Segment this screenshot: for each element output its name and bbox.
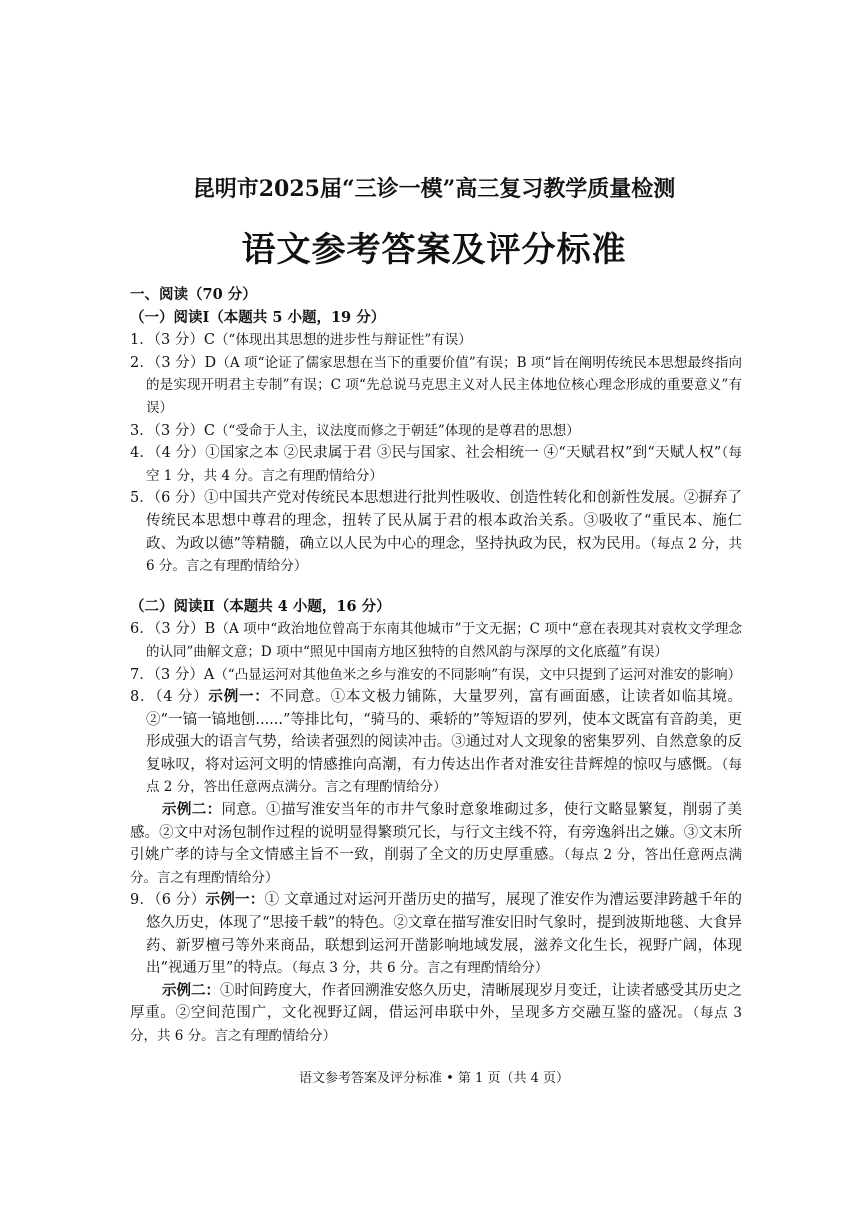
- question-2: 2．（3 分）D（A 项“论证了儒家思想在当下的重要价值”有误；B 项“旨在阐明传统民本思想最终指向的是实现开明君主专制”有误；C 项“先总说马克思主义对人民主体地位核心理念形成的重要意义”有误）: [130, 354, 742, 416]
- question-8: 8．（4 分）示例一：不同意。①本文极力铺陈，大量罗列，富有画面感，让读者如临其境。②“一镐一镐地刨......”等排比句，“骑马的、乘轿的”等短语的罗列，使本文既富有音韵美，更形成强大的语言气势，给读者强烈的阅读冲击。③通过对人文现象的密集罗列、自然意象的反复咏叹，将对运河文明的情感推向高潮，有力传达出作者对淮安往昔辉煌的惊叹与感慨。（每点 2 分，答出任意两点满分。言之有理酌情给分）: [130, 688, 743, 796]
- part-heading-1: （一）阅读Ⅰ（本题共 5 小题，19 分）: [130, 308, 386, 326]
- question-3: 3．（3 分）C（“受命于人主，议法度而修之于朝廷”体现的是尊君的思想）: [130, 422, 580, 439]
- question-4: 4．（4 分）①国家之本 ②民隶属于君 ③民与国家、社会相统一 ④“天赋君权”到“天赋人权”（每空 1 分，共 4 分。言之有理酌情给分）: [130, 445, 743, 484]
- spacer: [130, 578, 742, 596]
- answer-body: [130, 284, 742, 1048]
- question-8-example-2: 示例二：同意。①描写淮安当年的市井气象时意象堆砌过多，使行文略显繁复，削弱了美感。②文中对汤包制作过程的说明显得繁琐冗长，与行文主线不符，有旁逸斜出之嫌。③文末所引姚广孝的诗与全文情感主旨不一致，削弱了全文的历史厚重感。（每点 2 分，答出任意两点满分。言之有理酌情给分）: [130, 801, 743, 886]
- question-1: 1．（3 分）C（“体现出其思想的进步性与辩证性”有误）: [130, 332, 472, 349]
- question-5: 5．（6 分）①中国共产党对传统民本思想进行批判性吸收、创造性转化和创新性发展。②摒弃了传统民本思想中尊君的理念，扭转了民从属于君的根本政治关系。③吸收了“重民本、施仁政、为政以德”等精髓，确立以人民为中心的理念，坚持执政为民，权为民用。（每点 2 分，共 6 分。言之有理酌情给分）: [130, 490, 742, 575]
- question-6: 6．（3 分）B（A 项中“政治地位曾高于东南其他城市”于文无据；C 项中“意在表现其对袁枚文学理念的认同”曲解文意；D 项中“照见中国南方地区独特的自然风韵与深厚的文化底蕴”有误）: [130, 621, 742, 660]
- page-subtitle: 语文参考答案及评分标准: [241, 230, 627, 270]
- question-9: 9．（6 分）示例一：① 文章通过对运河开凿历史的描写，展现了淮安作为漕运要津跨越千年的悠久历史，体现了“思接千载”的特色。②文章在描写淮安旧时气象时，提到波斯地毯、大食异药、新罗檀弓等外来商品，联想到运河开凿影响地域发展，滋养文化生长，视野广阔，体现出“视通万里”的特点。（每点 3 分，共 6 分。言之有理酌情给分）: [130, 891, 742, 977]
- section-heading: 一、阅读（70 分）: [130, 286, 257, 303]
- page-title: 昆明市2025届“三诊一模”高三复习教学质量检测: [192, 176, 676, 202]
- question-9-example-2: 示例二：①时间跨度大，作者回溯淮安悠久历史，清晰展现岁月变迁，让读者感受其历史之厚重。②空间范围广，文化视野辽阔，借运河串联中外，呈现多方交融互鉴的盛况。（每点 3 分，共 6 分。言之有理酌情给分）: [130, 981, 742, 1044]
- page-footer: 语文参考答案及评分标准 • 第 1 页（共 4 页）: [298, 1071, 569, 1086]
- question-7: 7．（3 分）A（“凸显运河对其他鱼米之乡与淮安的不同影响”有误，文中只提到了运河对淮安的影响）: [130, 666, 742, 683]
- part-heading-2: （二）阅读Ⅱ（本题共 4 小题，16 分）: [130, 597, 391, 615]
